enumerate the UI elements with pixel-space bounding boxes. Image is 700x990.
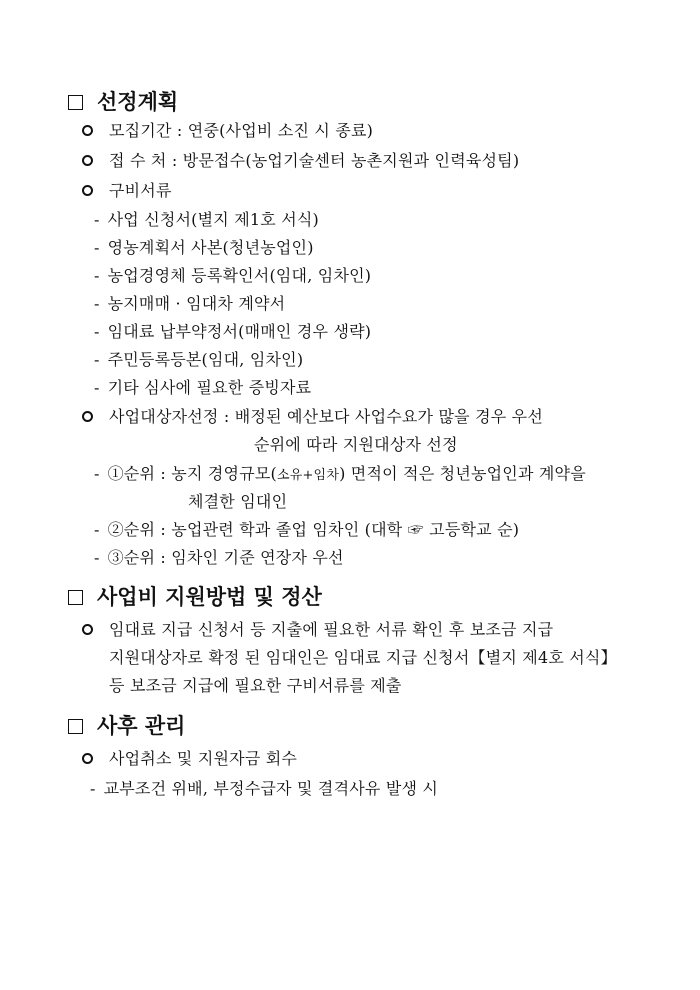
dash-bullet: - — [94, 350, 100, 369]
document-item — [94, 347, 303, 370]
item-text: 모집기간 : 연중(사업비 소진 시 종료) — [109, 121, 374, 140]
post-management-subitem — [90, 776, 438, 799]
list-item-reception — [82, 148, 519, 171]
document-text: 기타 심사에 필요한 증빙자료 — [107, 378, 312, 397]
document-item — [94, 291, 285, 314]
item-text: 구비서류 — [109, 181, 172, 200]
list-item-documents — [82, 178, 172, 201]
circle-bullet-icon — [82, 185, 93, 196]
section-heading-selection-plan — [68, 86, 178, 116]
list-item-selection — [82, 404, 543, 427]
document-text: 영농계획서 사본(청년농업인) — [107, 238, 314, 257]
rank-text: ②순위 : 농업관련 학과 졸업 임차인 (대학 ☞ 고등학교 순) — [107, 520, 520, 539]
rank-item-2 — [94, 517, 519, 540]
section-heading-post-management — [68, 710, 185, 740]
dash-bullet: - — [94, 520, 100, 539]
dash-bullet: - — [90, 779, 96, 798]
document-text: 농업경영체 등록확인서(임대, 임차인) — [107, 266, 372, 285]
document-item — [94, 263, 371, 286]
circle-bullet-icon — [82, 624, 93, 635]
list-item-period — [82, 118, 373, 141]
dash-bullet: - — [94, 548, 100, 567]
section-heading-funding — [68, 581, 322, 611]
document-item — [94, 207, 319, 230]
checkbox-square-icon — [68, 719, 83, 734]
dash-bullet: - — [94, 322, 100, 341]
dash-bullet: - — [94, 294, 100, 313]
rank-item-3 — [94, 545, 344, 568]
section-title: 사후 관리 — [97, 714, 186, 738]
document-text: 농지매매 · 임대차 계약서 — [107, 294, 286, 313]
paragraph-text-continuation: 등 보조금 지급에 필요한 구비서류를 제출 — [109, 676, 402, 695]
funding-paragraph — [82, 617, 553, 640]
item-text-continuation: 순위에 따라 지원대상자 선정 — [254, 435, 458, 454]
checkbox-square-icon — [68, 95, 83, 110]
document-text: 주민등록등본(임대, 임차인) — [107, 350, 304, 369]
subitem-text: 교부조건 위배, 부정수급자 및 결격사유 발생 시 — [103, 779, 439, 798]
circle-bullet-icon — [82, 411, 93, 422]
rank-text: ①순위 : 농지 경영규모( — [107, 464, 277, 483]
circle-bullet-icon — [82, 753, 93, 764]
item-text: 접 수 처 : 방문접수(농업기술센터 농촌지원과 인력육성팀) — [109, 151, 520, 170]
document-text: 임대료 납부약정서(매매인 경우 생략) — [107, 322, 372, 341]
rank-text: ③순위 : 임차인 기준 연장자 우선 — [107, 548, 344, 567]
rank-text-continuation: 체결한 임대인 — [188, 492, 288, 511]
rank-text-small: 소유+임차 — [276, 468, 340, 483]
checkbox-square-icon — [68, 590, 83, 605]
section-title: 선정계획 — [97, 90, 179, 114]
dash-bullet: - — [94, 210, 100, 229]
document-text: 사업 신청서(별지 제1호 서식) — [107, 210, 319, 229]
rank-text: ) 면적이 적은 청년농업인과 계약을 — [339, 464, 586, 483]
item-text: 사업대상자선정 : 배정된 예산보다 사업수요가 많을 경우 우선 — [109, 407, 543, 426]
rank-item-1 — [94, 461, 586, 484]
dash-bullet: - — [94, 266, 100, 285]
paragraph-text: 임대료 지급 신청서 등 지출에 필요한 서류 확인 후 보조금 지급 — [109, 620, 554, 639]
item-text: 사업취소 및 지원자금 회수 — [109, 749, 298, 768]
dash-bullet: - — [94, 464, 100, 483]
section-title: 사업비 지원방법 및 정산 — [97, 585, 322, 609]
paragraph-text-continuation: 지원대상자로 확정 된 임대인은 임대료 지급 신청서【별지 제4호 서식】 — [109, 648, 617, 667]
document-item — [94, 375, 311, 398]
document-item — [94, 319, 371, 342]
dash-bullet: - — [94, 378, 100, 397]
dash-bullet: - — [94, 238, 100, 257]
circle-bullet-icon — [82, 125, 93, 136]
post-management-item — [82, 746, 297, 769]
document-item — [94, 235, 314, 258]
circle-bullet-icon — [82, 155, 93, 166]
